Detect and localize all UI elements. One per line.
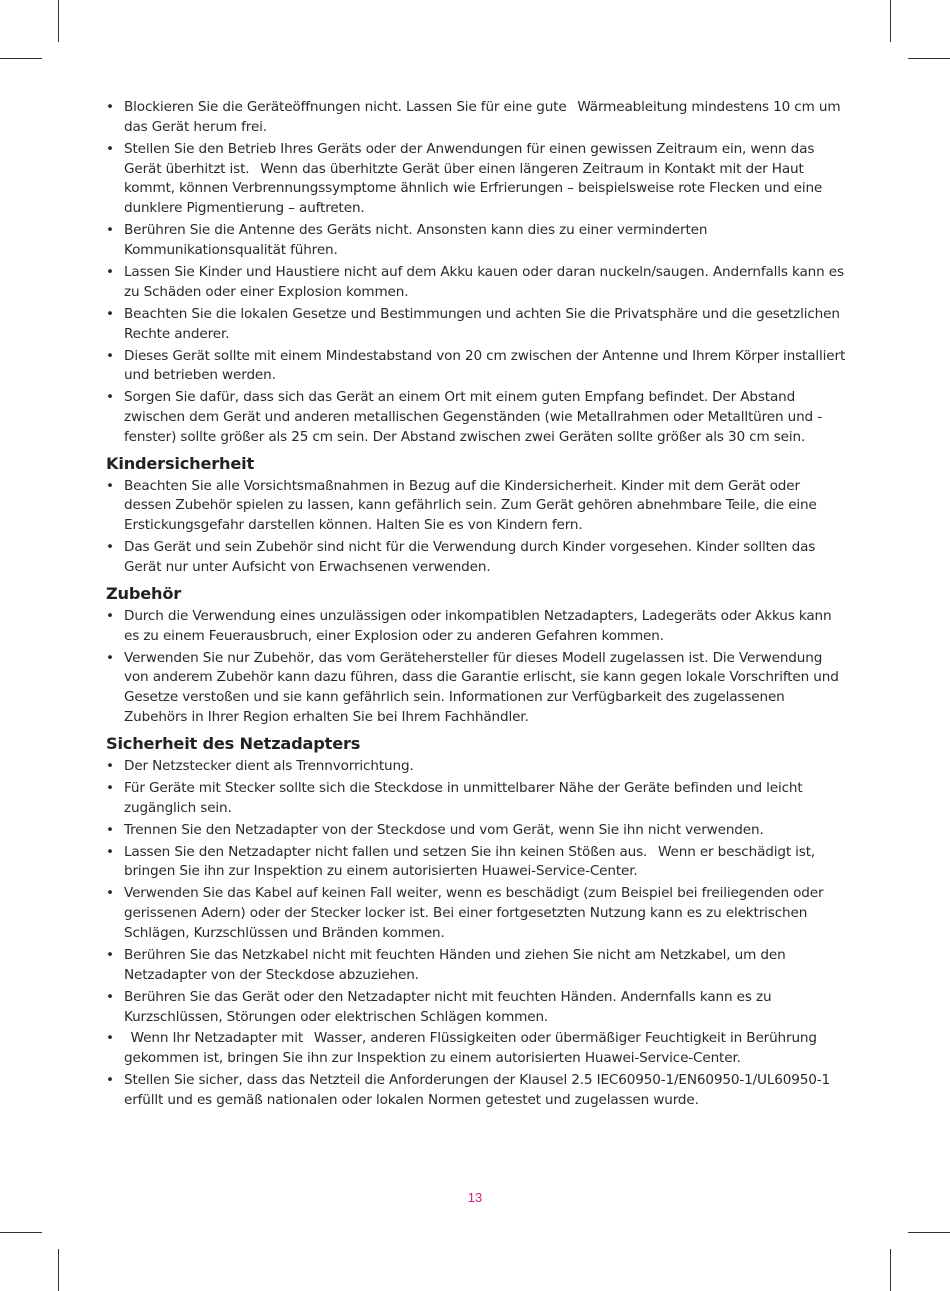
- crop-mark-top-right-horizontal: [908, 58, 950, 59]
- list-item: [106, 946, 846, 986]
- list-item: [106, 1071, 846, 1111]
- list-item-text: Berühren Sie die Antenne des Geräts nicht. Ansonsten kann dies zu einer verminderten Kommunikationsqualität führen.: [124, 222, 708, 258]
- list-item-text: Für Geräte mit Stecker sollte sich die Steckdose in unmittelbarer Nähe der Geräte befinden und leicht zugänglich sein.: [124, 779, 803, 816]
- list-item-text: Stellen Sie sicher, dass das Netzteil die Anforderungen der Klausel 2.5 IEC60950-1/EN60950-1/UL60950-1 erfüllt und es gemäß nationalen oder lokalen Normen getestet und zugelassen wurde.: [124, 1072, 831, 1109]
- bullet-icon: •: [106, 757, 114, 774]
- bullet-icon: •: [106, 263, 114, 280]
- section-heading: Zubehör: [106, 583, 182, 603]
- list-item-text: Blockieren Sie die Geräteöffnungen nicht. Lassen Sie für eine gute Wärmeableitung mindestens 10 cm um das Gerät herum frei.: [124, 99, 841, 135]
- section-bullet-list: [106, 607, 846, 728]
- bullet-icon: •: [106, 389, 114, 406]
- list-item: [106, 1029, 846, 1069]
- bullet-icon: •: [106, 305, 114, 322]
- list-item: [106, 221, 846, 261]
- list-item: [106, 779, 846, 819]
- list-item: [106, 263, 846, 303]
- page-number: 13: [467, 1190, 483, 1205]
- section-bullet-list: [106, 757, 846, 1111]
- bullet-icon: •: [106, 140, 114, 157]
- list-item-text: Durch die Verwendung eines unzulässigen oder inkompatiblen Netzadapters, Ladegeräts oder Akkus kann es zu einem Feuerausbruch, einer Explosion oder zu anderen Gefahren kommen.: [124, 607, 832, 644]
- list-item-text: Lassen Sie den Netzadapter nicht fallen und setzen Sie ihn keinen Stößen aus. Wenn er beschädigt ist, bringen Sie ihn zur Inspektion zu einem autorisierten Huawei-Service-Center.: [124, 843, 816, 880]
- crop-mark-top-left-horizontal: [0, 58, 42, 59]
- list-item: [106, 607, 846, 647]
- intro-bullet-list: [106, 98, 846, 448]
- list-item-text: Verwenden Sie das Kabel auf keinen Fall weiter, wenn es beschädigt (zum Beispiel bei freiliegenden oder gerissenen Adern) oder der Stecker locker ist. Bei einer fortgesetzten Nutzung kann es zu elektrischen Schlägen, Kurzschlüssen und Bränden kommen.: [124, 885, 824, 941]
- list-item-text: Beachten Sie die lokalen Gesetze und Bestimmungen und achten Sie die Privatsphäre und die gesetzlichen Rechte anderer.: [124, 305, 840, 342]
- crop-mark-top-left-vertical: [58, 0, 59, 42]
- list-item-text: Beachten Sie alle Vorsichtsmaßnahmen in Bezug auf die Kindersicherheit. Kinder mit dem Gerät oder dessen Zubehör spielen zu lassen, kann gefährlich sein. Zum Gerät gehören abnehmbare Teile, die eine Erstickungsgefahr darstellen können. Halten Sie es von Kindern fern.: [124, 477, 817, 534]
- list-item: [106, 388, 846, 447]
- list-item-text: Verwenden Sie nur Zubehör, das vom Gerätehersteller für dieses Modell zugelassen ist. Die Verwendung von anderem Zubehör kann dazu führen, dass die Garantie erlischt, sie kann gegen lokale Vorschriften und Gesetze verstoßen und sie kann gefährlich sein. Informationen zur Verfügbarkeit des zugelassenen Zubehörs in Ihrer Region erhalten Sie bei Ihrem Fachhändler.: [124, 649, 839, 726]
- list-item: [106, 538, 846, 578]
- crop-mark-bottom-right-vertical: [890, 1249, 891, 1291]
- crop-mark-top-right-vertical: [890, 0, 891, 42]
- list-item-text: Lassen Sie Kinder und Haustiere nicht auf dem Akku kauen oder daran nuckeln/saugen. Andernfalls kann es zu Schäden oder einer Explosion kommen.: [124, 263, 844, 300]
- list-item-text: Der Netzstecker dient als Trennvorrichtung.: [124, 757, 414, 774]
- section-bullet-list: [106, 477, 846, 578]
- bullet-icon: •: [106, 779, 114, 796]
- bullet-icon: •: [106, 1030, 114, 1047]
- section-heading: Sicherheit des Netzadapters: [106, 733, 361, 753]
- list-item-text: Wenn Ihr Netzadapter mit Wasser, anderen Flüssigkeiten oder übermäßiger Feuchtigkeit in Berührung gekommen ist, bringen Sie ihn zur Inspektion zu einem autorisierten Huawei-Service-Center.: [124, 1030, 817, 1067]
- section-heading: Kindersicherheit: [106, 453, 255, 473]
- bullet-icon: •: [106, 99, 114, 115]
- list-item-text: Das Gerät und sein Zubehör sind nicht für die Verwendung durch Kinder vorgesehen. Kinder sollten das Gerät nur unter Aufsicht von Erwachsenen verwenden.: [124, 539, 816, 576]
- bullet-icon: •: [106, 649, 114, 666]
- bullet-icon: •: [106, 843, 114, 860]
- list-item: [106, 649, 846, 728]
- bullet-icon: •: [106, 222, 114, 239]
- list-item-text: Dieses Gerät sollte mit einem Mindestabstand von 20 cm zwischen der Antenne und Ihrem Körper installiert und betrieben werden.: [124, 347, 846, 384]
- bullet-icon: •: [106, 1072, 114, 1089]
- list-item-text: Stellen Sie den Betrieb Ihres Geräts oder der Anwendungen für einen gewissen Zeitraum ein, wenn das Gerät überhitzt ist. Wenn das überhitzte Gerät über einen längeren Zeitraum in Kontakt mit der Haut kommt, können Verbrennungssymptome ähnlich wie Erfrierungen – beispielsweise rote Flecken und eine dunklere Pigmentierung – auftreten.: [124, 140, 823, 217]
- bullet-icon: •: [106, 347, 114, 364]
- list-item: [106, 884, 846, 943]
- bullet-icon: •: [106, 539, 114, 556]
- list-item: [106, 305, 846, 345]
- crop-mark-bottom-left-vertical: [58, 1249, 59, 1291]
- document-body: [106, 98, 846, 1113]
- list-item-text: Berühren Sie das Gerät oder den Netzadapter nicht mit feuchten Händen. Andernfalls kann es zu Kurzschlüssen, Störungen oder elektrischen Schlägen kommen.: [124, 988, 772, 1025]
- list-item: [106, 477, 846, 536]
- list-item: [106, 140, 846, 219]
- list-item-text: Berühren Sie das Netzkabel nicht mit feuchten Händen und ziehen Sie nicht am Netzkabel, um den Netzadapter von der Steckdose abzuziehen.: [124, 946, 786, 983]
- list-item: [106, 988, 846, 1028]
- bullet-icon: •: [106, 946, 114, 963]
- list-item: [106, 347, 846, 387]
- list-item: [106, 821, 846, 841]
- bullet-icon: •: [106, 477, 114, 494]
- list-item-text: Trennen Sie den Netzadapter von der Steckdose und vom Gerät, wenn Sie ihn nicht verwenden.: [124, 821, 764, 838]
- bullet-icon: •: [106, 607, 114, 624]
- list-item: [106, 757, 846, 777]
- crop-mark-bottom-right-horizontal: [908, 1232, 950, 1233]
- sections-container: [106, 453, 846, 1111]
- bullet-icon: •: [106, 821, 114, 838]
- list-item-text: Sorgen Sie dafür, dass sich das Gerät an einem Ort mit einem guten Empfang befindet. Der Abstand zwischen dem Gerät und anderen metallischen Gegenständen (wie Metallrahmen oder Metalltüren und -fenster) sollte größer als 25 cm sein. Der Abstand zwischen zwei Geräten sollte größer als 30 cm sein.: [124, 389, 822, 445]
- list-item: [106, 98, 846, 138]
- crop-mark-bottom-left-horizontal: [0, 1232, 42, 1233]
- bullet-icon: •: [106, 988, 114, 1005]
- list-item: [106, 843, 846, 883]
- bullet-icon: •: [106, 885, 114, 902]
